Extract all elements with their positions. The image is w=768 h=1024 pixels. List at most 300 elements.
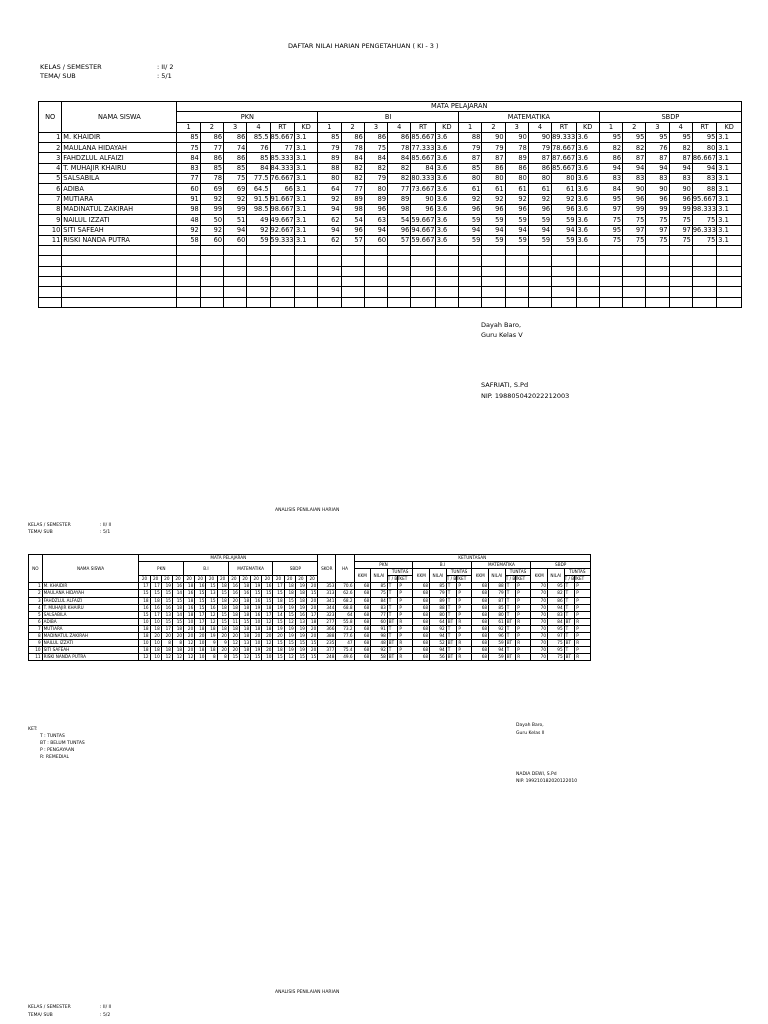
empty-cell [717,246,742,256]
score-cell: 16 [195,583,206,590]
tuntas-cell: BT [505,618,516,625]
score-cell: 18 [184,611,195,618]
empty-cell [528,297,551,307]
empty-cell [177,246,200,256]
empty-cell [294,266,317,276]
empty-cell [39,297,62,307]
empty-cell [224,287,247,297]
cell-mtk: 3.6 [576,204,599,214]
cell-pkn: 94 [224,225,247,235]
nilai-cell: 80 [489,611,506,618]
ket-cell: P [457,625,472,632]
cell-pkn: 84.333 [270,164,294,173]
score-cell: 15 [139,590,150,597]
cell-bi: 94 [364,225,387,235]
ha-cell: 68.8 [336,604,354,611]
empty-cell [318,287,341,297]
notes-ket: KET: [28,727,38,732]
kkm-cell: 68 [472,597,489,604]
cell-bi: 80 [364,184,387,194]
header-sub: 4 [528,122,551,132]
empty-cell [646,287,669,297]
nilai-cell: 95 [548,583,565,590]
empty-cell [62,256,177,266]
empty-cell [505,287,528,297]
empty-cell [646,256,669,266]
cell-sbdp: 76 [646,143,669,153]
score-cell: 12 [228,640,239,647]
score-cell: 15 [273,640,284,647]
ket-cell: R [516,640,531,647]
cell-mtk: 96 [505,204,528,214]
doc1-nip: NIP. 198805042022212003 [481,392,570,400]
cell-pkn: 83 [177,163,200,173]
cell-sbdp: 94 [692,163,716,173]
score-cell: 18 [239,625,250,632]
cell-sbdp: 3.1 [717,163,742,173]
header-nilai: NILAI [371,569,388,583]
cell-mtk: 59 [552,235,576,245]
score-cell: 17 [306,611,317,618]
empty-cell [388,246,411,256]
score-cell: 17 [273,583,284,590]
score-cell: 19 [251,647,262,654]
cell-bi: 84 [411,163,435,173]
score-cell: 17 [195,618,206,625]
cell-pkn: 3.1 [294,235,317,245]
cell-bi: 3.6 [435,153,458,163]
cell-bi: 79 [364,174,387,184]
empty-cell [599,256,622,266]
ket-cell: P [516,611,531,618]
empty-cell [224,266,247,276]
cell-pkn: 50 [200,215,223,225]
nilai-cell: 84 [548,618,565,625]
cell-sbdp: 95 [646,132,669,142]
empty-cell [435,277,458,287]
score-cell: 20 [161,633,172,640]
cell-pkn: 49 [247,215,270,225]
row-name: SITI SAFEAH [42,647,139,654]
header-subject: SBDP [273,562,318,576]
empty-cell [294,297,317,307]
score-cell: 15 [251,654,262,661]
score-cell: 14 [172,611,183,618]
cell-mtk: 89.333 [552,133,576,142]
kkm-cell: 68 [472,590,489,597]
ket-cell: P [516,604,531,611]
ket-cell: P [575,590,591,597]
empty-cell [646,277,669,287]
header-ha: HA [336,555,354,583]
doc3-tema-value: : 5/2 [100,1013,111,1018]
row-no: 6 [29,618,43,625]
ket-cell: P [398,625,413,632]
table-row [29,633,591,640]
score-cell: 18 [239,604,250,611]
skor-cell: 313 [318,590,336,597]
empty-row [39,287,742,297]
score-cell: 19 [273,604,284,611]
header-nama-siswa: NAMA SISWA [62,102,177,133]
row-no: 10 [39,225,62,235]
kkm-cell: 68 [354,654,371,661]
ket-cell: P [575,633,591,640]
cell-sbdp: 3.1 [717,153,742,163]
cell-sbdp: 3.1 [717,143,742,153]
skor-cell: 388 [318,633,336,640]
row-name: T. MUHAJIR KHAIRU [62,163,177,173]
score-cell: 15 [262,590,273,597]
header-sub: 1 [459,122,482,132]
table-row [29,654,591,661]
tuntas-cell: T [446,647,457,654]
header-no: NO [39,102,62,133]
empty-cell [364,246,387,256]
empty-cell [623,297,646,307]
cell-mtk: 3.6 [576,235,599,245]
kkm-cell: 70 [531,597,548,604]
score-cell: 12 [172,654,183,661]
header-t-bt: T / BT [446,576,459,582]
tuntas-cell: T [564,583,575,590]
skor-cell: 341 [318,597,336,604]
cell-sbdp: 99 [669,204,692,214]
nilai-cell: 94 [430,647,447,654]
score-cell: 19 [295,647,306,654]
cell-pkn: 85.5 [247,132,270,142]
header-sub: 3 [646,122,669,132]
cell-sbdp: 83 [646,174,669,184]
cell-bi: 94.667 [411,225,435,234]
empty-cell [318,266,341,276]
score-cell: 12 [262,618,273,625]
cell-mtk: 96 [528,204,551,214]
empty-cell [341,266,364,276]
empty-cell [39,246,62,256]
empty-cell [552,277,576,287]
nilai-cell: 98 [371,633,388,640]
score-cell: 20 [262,633,273,640]
cell-mtk: 80 [552,174,576,184]
table-row [39,215,742,225]
score-cell: 15 [306,590,317,597]
cell-mtk: 3.6 [576,225,599,235]
score-cell: 16 [228,590,239,597]
kkm-cell: 68 [472,583,489,590]
nilai-cell: 92 [430,625,447,632]
cell-sbdp: 82 [669,143,692,153]
header-mata-pelajaran: MATA PELAJARAN [139,555,318,562]
cell-sbdp: 75 [599,215,622,225]
cell-pkn: 92 [200,225,223,235]
cell-bi: 59.667 [411,236,435,245]
row-name: SALSABILA [42,611,139,618]
cell-bi: 89 [318,153,341,163]
kkm-cell: 68 [413,625,430,632]
score-cell: 17 [150,583,161,590]
cell-pkn: 3.1 [294,143,317,153]
cell-bi: 77 [388,184,411,194]
cell-bi: 89 [341,194,364,204]
doc1-tema-value: : 5/1 [157,72,172,80]
kkm-cell: 68 [413,583,430,590]
tuntas-cell: T [564,625,575,632]
row-name: SALSABILA [62,174,177,184]
score-cell: 20 [150,633,161,640]
cell-bi: 90 [411,194,435,204]
score-cell: 15 [161,590,172,597]
empty-cell [459,256,482,266]
score-cell: 15 [295,640,306,647]
cell-mtk: 87 [528,153,551,163]
empty-cell [200,287,223,297]
cell-sbdp: 87 [669,153,692,163]
score-cell: 18 [172,647,183,654]
score-cell: 18 [273,647,284,654]
tuntas-cell: T [446,604,457,611]
empty-cell [576,287,599,297]
header-sub: 1 [177,122,200,132]
cell-sbdp: 3.1 [717,235,742,245]
kkm-cell: 68 [472,625,489,632]
nilai-cell: 86 [548,597,565,604]
table-row [39,235,742,245]
score-cell: 10 [251,640,262,647]
header-sub: 3 [505,122,528,132]
empty-cell [669,256,692,266]
score-cell: 15 [217,618,228,625]
cell-bi: 94 [318,204,341,214]
tuntas-cell: T [564,633,575,640]
cell-sbdp: 86 [599,153,622,163]
score-cell: 18 [262,625,273,632]
ket-cell: P [575,647,591,654]
score-cell: 18 [228,625,239,632]
header-sub: RT [552,122,576,132]
empty-cell [692,266,716,276]
ket-cell: P [516,647,531,654]
score-cell: 18 [284,590,295,597]
doc2-tema-value: : 5/1 [100,530,111,535]
empty-cell [200,297,223,307]
cell-pkn: 60 [224,235,247,245]
score-cell: 13 [239,640,250,647]
empty-cell [270,246,294,256]
cell-mtk: 80 [528,174,551,184]
score-cell: 15 [273,618,284,625]
score-cell: 18 [139,625,150,632]
empty-cell [528,256,551,266]
doc2-nip: NIP. 199210182020122010 [516,779,578,784]
cell-mtk: 90 [482,132,505,142]
nilai-cell: 79 [489,590,506,597]
header-kkm: KKM [354,569,371,583]
empty-cell [364,297,387,307]
header-sub: 2 [623,122,646,132]
cell-bi: 62 [318,215,341,225]
nilai-cell: 75 [548,640,565,647]
score-cell: 10 [150,618,161,625]
kkm-cell: 68 [472,633,489,640]
score-cell: 15 [195,590,206,597]
score-cell: 15 [172,618,183,625]
tuntas-cell: T [446,597,457,604]
cell-pkn: 86 [200,153,223,163]
table-row [39,153,742,163]
tuntas-cell: T [446,590,457,597]
cell-bi: 96 [388,225,411,235]
cell-pkn: 3.1 [294,163,317,173]
empty-cell [576,246,599,256]
tuntas-cell: T [387,625,398,632]
empty-cell [692,287,716,297]
header-sub: 2 [482,122,505,132]
empty-cell [388,297,411,307]
empty-cell [576,277,599,287]
cell-sbdp: 75 [669,215,692,225]
cell-sbdp: 3.1 [717,225,742,235]
empty-cell [341,246,364,256]
cell-bi: 3.6 [435,194,458,204]
nilai-cell: 61 [489,618,506,625]
cell-pkn: 3.1 [294,132,317,142]
cell-sbdp: 83 [692,174,716,184]
score-cell: 20 [306,583,317,590]
empty-cell [505,256,528,266]
empty-cell [411,266,435,276]
header-sub: 4 [388,122,411,132]
table-row [39,163,742,173]
score-cell: 8 [206,654,217,661]
tuntas-cell: T [505,611,516,618]
cell-mtk: 59 [459,235,482,245]
cell-sbdp: 94 [599,163,622,173]
empty-row [39,266,742,276]
score-cell: 18 [217,597,228,604]
ha-cell: 49.6 [336,654,354,661]
table-row [39,174,742,184]
ket-cell: P [516,590,531,597]
score-cell: 16 [206,604,217,611]
ket-cell: P [457,633,472,640]
empty-cell [528,246,551,256]
empty-cell [247,287,270,297]
cell-mtk: 92 [528,194,551,204]
empty-cell [411,246,435,256]
score-cell: 15 [195,597,206,604]
header-max: 20 [239,576,250,583]
score-cell: 15 [284,597,295,604]
cell-mtk: 94 [505,225,528,235]
tuntas-cell: T [446,625,457,632]
cell-bi: 96 [411,204,435,214]
score-cell: 20 [195,633,206,640]
score-cell: 18 [284,583,295,590]
header-sub: 4 [247,122,270,132]
ha-cell: 47 [336,640,354,647]
cell-bi: 89 [388,194,411,204]
cell-pkn: 75 [177,143,200,153]
kkm-cell: 68 [413,640,430,647]
cell-sbdp: 75 [646,235,669,245]
score-cell: 14 [273,611,284,618]
header-subject: B.I [184,562,229,576]
empty-cell [364,287,387,297]
header-sub: 2 [200,122,223,132]
nilai-cell: 85 [430,583,447,590]
cell-bi: 3.6 [435,132,458,142]
header-sub: KD [294,122,317,132]
kkm-cell: 70 [531,604,548,611]
tuntas-cell: T [564,611,575,618]
empty-cell [318,256,341,266]
empty-cell [39,277,62,287]
kkm-cell: 68 [413,611,430,618]
skor-cell: 235 [318,640,336,647]
tuntas-cell: BT [446,618,457,625]
ket-cell: R [575,640,591,647]
cell-mtk: 80 [482,174,505,184]
skor-cell: 353 [318,583,336,590]
score-cell: 18 [217,625,228,632]
nilai-cell: 82 [548,590,565,597]
score-cell: 12 [206,618,217,625]
ket-cell: R [457,654,472,661]
tuntas-cell: T [564,597,575,604]
ket-cell: P [398,604,413,611]
nilai-cell: 85 [371,583,388,590]
score-cell: 10 [150,640,161,647]
empty-cell [177,266,200,276]
cell-sbdp: 83 [669,174,692,184]
row-no: 1 [29,583,43,590]
tuntas-cell: T [564,604,575,611]
cell-pkn: 77 [270,143,294,153]
empty-cell [623,246,646,256]
nilai-cell: 92 [371,647,388,654]
cell-bi: 3.6 [435,143,458,153]
empty-cell [669,266,692,276]
nilai-cell: 95 [548,625,565,632]
cell-sbdp: 97 [623,225,646,235]
cell-sbdp: 95 [623,132,646,142]
nilai-cell: 95 [548,647,565,654]
header-subject: MATEMATIKA [228,562,273,576]
ket-cell: R [575,654,591,661]
score-cell: 15 [161,618,172,625]
score-cell: 19 [273,625,284,632]
empty-cell [177,256,200,266]
cell-pkn: 66 [270,184,294,194]
cell-mtk: 87.667 [552,153,576,162]
nilai-cell: 88 [489,583,506,590]
empty-cell [318,246,341,256]
score-cell: 18 [195,647,206,654]
empty-cell [505,297,528,307]
empty-cell [294,287,317,297]
cell-bi: 85.667 [411,133,435,142]
header-max: 20 [273,576,284,583]
row-name: FAHDZLUL ALFAIZI [62,153,177,163]
table-row [29,604,591,611]
cell-mtk: 61 [552,184,576,194]
cell-sbdp: 99 [646,204,669,214]
ket-cell: P [398,590,413,597]
cell-mtk: 87 [459,153,482,163]
header-nilai: NILAI [430,569,447,583]
cell-sbdp: 95.667 [692,195,716,204]
